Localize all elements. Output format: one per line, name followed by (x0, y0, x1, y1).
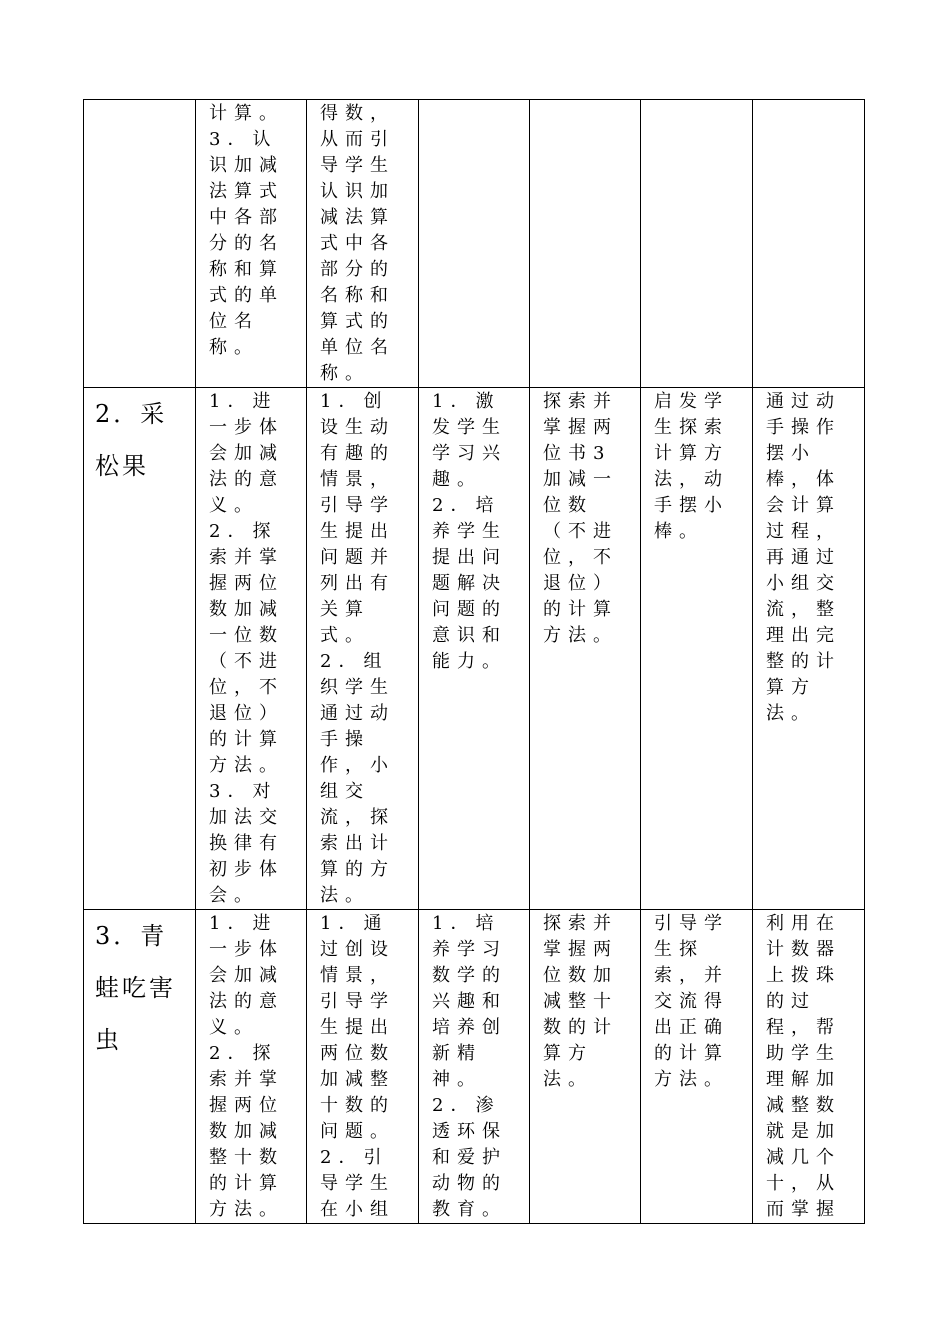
table-cell (196, 100, 307, 388)
table-cell (196, 388, 307, 910)
key-point-text: 探索并掌握两位书3加减一位数（不进位，不退位）的计算方法。 (543, 391, 618, 646)
lesson-plan-table (83, 99, 865, 1224)
lesson-title-cell (84, 100, 196, 388)
key-point-text (530, 100, 640, 101)
table-cell (419, 100, 530, 388)
lesson-title: 3．青 蛙吃害 虫 (95, 922, 176, 1054)
activity-text: 通过动手操作摆小棒，体会计算过程，再通过小组交流，整理出完整的计算方法。 (766, 391, 841, 724)
lesson-title: 2．采 松果 (95, 400, 168, 480)
table-row (84, 100, 865, 388)
goals-text (419, 100, 529, 101)
table-cell (530, 388, 641, 910)
table-cell (641, 910, 753, 1224)
lesson-title-cell (84, 910, 196, 1224)
method-text: 引导学生探索，并交流得出正确的计算方法。 (654, 913, 729, 1090)
table-cell (753, 910, 865, 1224)
activity-text: 利用在计数器上拨珠的过程，帮助学生理解加减整数就是加减几个十，从而掌握 (766, 913, 841, 1220)
goals-text: 1．培养学习数学的兴趣和培养创新精神。 2．渗透环保和爱护动物的教育。 (432, 913, 507, 1220)
table-row (84, 910, 865, 1224)
table-cell (641, 388, 753, 910)
key-point-text: 探索并掌握两位数加减整十数的计算方法。 (543, 913, 618, 1090)
table-cell (307, 388, 419, 910)
table-cell (307, 100, 419, 388)
method-text (641, 100, 752, 101)
objectives-text: 1．进一步体会加减法的意义。 2．探索并掌握两位数加减一位数（不进位，不退位）的计算方法。 3．对加法交换律有初步体会。 (209, 391, 284, 906)
process-text: 1．通过创设情景，引导学生提出两位数加减整十数的问题。 2．引导学生在小组 (320, 913, 395, 1220)
goals-text: 1．激发学生学习兴趣。 2．培养学生提出问题解决问题的意识和能力。 (432, 391, 507, 672)
objectives-text: 1．进一步体会加减法的意义。 2．探索并掌握两位数加减整十数的计算方法。 (209, 913, 284, 1220)
process-text: 1．创设生动有趣的情景，引导学生提出问题并列出有关算式。 2．组织学生通过动手操作，小组交流，探索出计算的方法。 (320, 391, 395, 906)
table-cell (753, 100, 865, 388)
table-row (84, 388, 865, 910)
process-text: 得数，从而引导学生认识加减法算式中各部分的名称和算式的单位名称。 (320, 103, 395, 384)
table-cell (419, 388, 530, 910)
table-cell (530, 910, 641, 1224)
objectives-text: 计算。 3．认识加减法算式中各部分的名称和算式的单位名称。 (209, 103, 284, 358)
table-cell (753, 388, 865, 910)
table-cell (530, 100, 641, 388)
lesson-title-cell (84, 388, 196, 910)
activity-text (753, 100, 864, 101)
table-cell (641, 100, 753, 388)
table-cell (419, 910, 530, 1224)
table-cell (307, 910, 419, 1224)
table-cell (196, 910, 307, 1224)
method-text: 启发学生探索计算方法，动手摆小棒。 (654, 391, 729, 542)
